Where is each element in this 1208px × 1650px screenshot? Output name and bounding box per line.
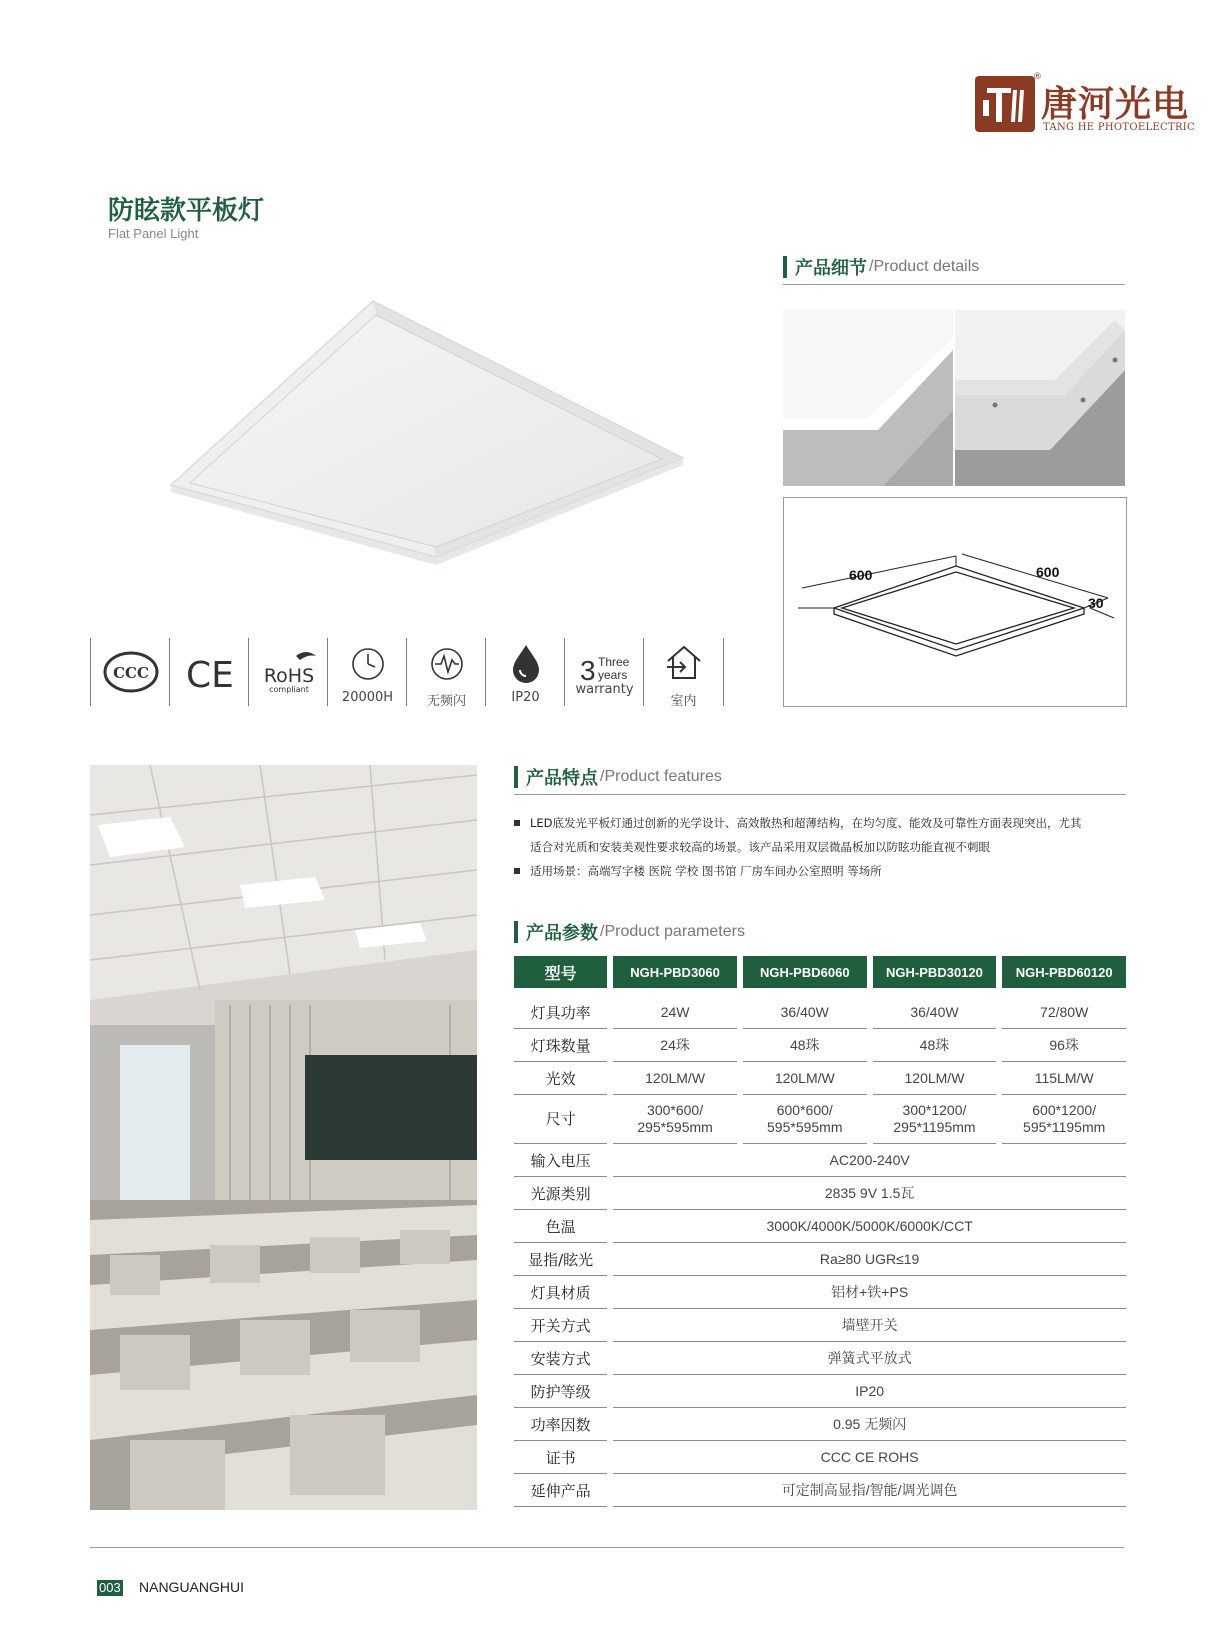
clock-icon [348, 644, 388, 684]
page-subtitle: Flat Panel Light [108, 226, 199, 241]
heading-bar [783, 256, 787, 278]
ce-icon [169, 638, 249, 706]
detail-photo-corner-front [783, 310, 953, 486]
indoor-house-icon [663, 642, 705, 684]
detail-photo-corner-back [955, 310, 1125, 486]
table-row: 灯具功率 24W 36/40W 36/40W 72/80W [514, 996, 1126, 1029]
table-row: 开关方式 墙壁开关 [514, 1309, 1126, 1342]
footer-brand: NANGUANGHUI [139, 1579, 245, 1595]
table-header-row [514, 956, 1126, 988]
product-features-heading-en: /Product features [600, 768, 722, 785]
indoor-label: 室内 [670, 694, 697, 709]
lifespan-cell [327, 638, 407, 706]
svg-text:3: 3 [579, 655, 596, 686]
feature-bullet-1-cont: 适合对光质和安装美观性要求较高的场景。该产品采用双层微晶板加以防眩功能直视不刺眼 [530, 840, 990, 854]
flat-panel-product-image [168, 295, 688, 585]
page-number: 003 [99, 1580, 121, 1595]
product-parameters-heading-en: /Product parameters [600, 923, 745, 940]
heading-bar [514, 921, 518, 943]
brand-logo [975, 72, 1195, 136]
warranty-label: warranty [575, 682, 634, 697]
logo-chinese-name: 唐河光电 [1041, 84, 1190, 125]
lifespan-label: 20000H [341, 690, 394, 705]
product-features-heading-cn: 产品特点 [526, 768, 598, 789]
dimension-depth: 600 [1036, 564, 1060, 580]
product-features-heading [514, 764, 1126, 795]
parameters-table [514, 956, 1126, 1507]
classroom-scene-photo [90, 765, 477, 1510]
header-col-2: NGH-PBD6060 [743, 956, 867, 988]
table-row: 灯具材质 铝材+铁+PS [514, 1276, 1126, 1309]
heading-bar [514, 766, 518, 788]
water-drop-icon [506, 642, 546, 684]
bullet-square-icon [514, 868, 520, 874]
svg-text:CCC: CCC [112, 664, 149, 682]
certification-icons-row [90, 638, 730, 708]
product-parameters-heading [514, 919, 1126, 949]
table-row: 防护等级 IP20 [514, 1375, 1126, 1408]
dimension-height: 30 [1088, 595, 1104, 611]
table-row-size: 尺寸 300*600/ 295*595mm 600*600/ 595*595mm 300*1200/ 295*1195mm 600*1200/ 595*1195mm [514, 1095, 1126, 1144]
product-details-heading [783, 254, 1125, 285]
svg-text:years: years [597, 668, 627, 682]
table-row: 安装方式 弹簧式平放式 [514, 1342, 1126, 1375]
ccc-icon [90, 638, 170, 706]
table-row: 显指/眩光 Ra≥80 UGR≤19 [514, 1243, 1126, 1276]
table-row: 灯珠数量 24珠 48珠 48珠 96珠 [514, 1029, 1126, 1062]
no-flicker-cell [406, 638, 486, 709]
dimension-drawing [783, 497, 1127, 707]
table-row: 输入电压 AC200-240V [514, 1144, 1126, 1177]
ip-rating-label: IP20 [511, 690, 540, 705]
header-col-4: NGH-PBD60120 [1002, 956, 1126, 988]
table-row: 色温 3000K/4000K/5000K/6000K/CCT [514, 1210, 1126, 1243]
header-model: 型号 [514, 956, 607, 988]
ip-rating-cell [485, 638, 565, 706]
svg-text:Three: Three [597, 655, 629, 669]
feature-bullet-2: 适用场景：高端写字楼 医院 学校 图书馆 厂房车间办公室照明 等场所 [514, 859, 882, 883]
svg-text:RoHS: RoHS [263, 665, 314, 687]
page-title: 防眩款平板灯 [108, 196, 265, 226]
footer-divider [90, 1547, 1124, 1548]
table-row: 光源类别 2835 9V 1.5瓦 [514, 1177, 1126, 1210]
header-col-1: NGH-PBD3060 [613, 956, 737, 988]
logo-mark-icon [975, 76, 1035, 132]
product-parameters-heading-cn: 产品参数 [526, 923, 598, 944]
registered-mark: ® [1033, 72, 1042, 82]
feature-bullet-1: LED底发光平板灯通过创新的光学设计、高效散热和超薄结构，在均匀度、能效及可靠性方面表现突出，尤其 [514, 811, 1082, 835]
table-row: 光效 120LM/W 120LM/W 120LM/W 115LM/W [514, 1062, 1126, 1095]
header-col-3: NGH-PBD30120 [873, 956, 997, 988]
table-row: 证书 CCC CE ROHS [514, 1441, 1126, 1474]
svg-text:compliant: compliant [268, 685, 309, 694]
svg-text:CE: CE [185, 655, 234, 696]
logo-english-name: TANG HE PHOTOELECTRIC [1043, 122, 1195, 133]
no-flicker-icon [427, 644, 467, 684]
dimension-width: 600 [849, 567, 873, 583]
table-row: 延伸产品 可定制高显指/智能/调光调色 [514, 1474, 1126, 1507]
bullet-square-icon [514, 820, 520, 826]
no-flicker-label: 无频闪 [426, 694, 466, 709]
indoor-cell [643, 638, 724, 709]
table-row: 功率因数 0.95 无频闪 [514, 1408, 1126, 1441]
warranty-icon [564, 638, 644, 706]
rohs-icon [248, 638, 328, 706]
product-details-heading-en: /Product details [869, 258, 980, 275]
product-details-heading-cn: 产品细节 [795, 258, 867, 279]
